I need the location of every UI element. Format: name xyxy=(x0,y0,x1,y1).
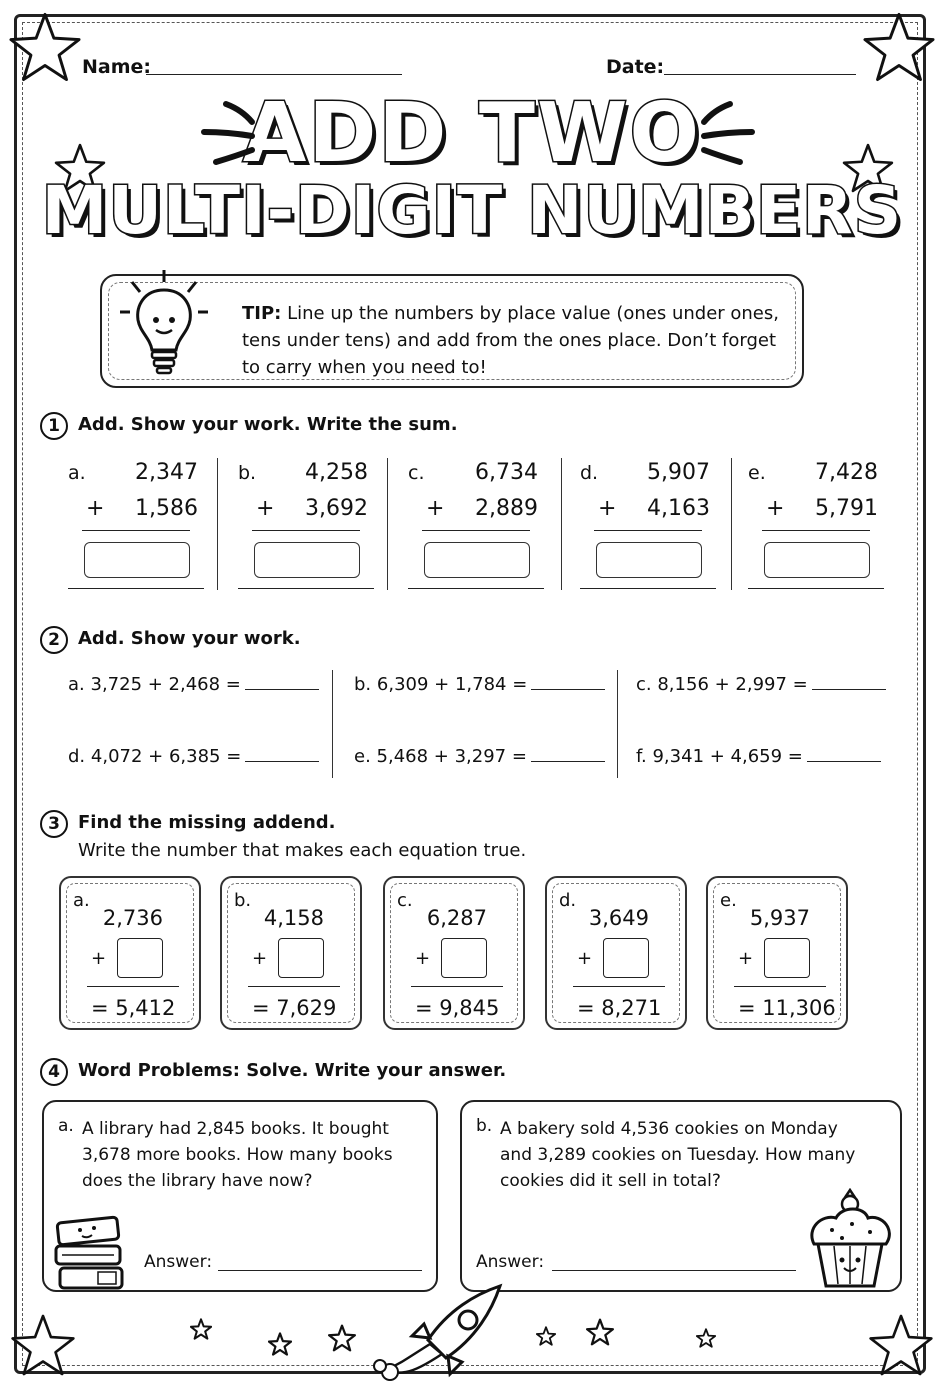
equation-problem: a. 3,725 + 2,468 = xyxy=(68,674,319,695)
section-number: 2 xyxy=(40,626,68,654)
answer-blank[interactable] xyxy=(812,689,886,690)
page-title-line2: MULTI-DIGIT NUMBERS xyxy=(41,172,903,249)
section-2-header xyxy=(40,626,301,654)
addition-problem: d. 5,907 + 4,163 xyxy=(580,456,730,592)
star-icon xyxy=(190,1318,212,1340)
star-icon xyxy=(696,1328,716,1348)
equation-problem: e. 5,468 + 3,297 = xyxy=(354,746,605,767)
star-icon xyxy=(862,10,936,84)
missing-addend-card: a. 2,736 + = 5,412 xyxy=(59,876,201,1030)
star-icon xyxy=(536,1326,556,1346)
missing-addend-card: b. 4,158 + = 7,629 xyxy=(220,876,362,1030)
section-4-header xyxy=(40,1058,506,1086)
cupcake-icon xyxy=(802,1188,898,1292)
answer-box[interactable] xyxy=(764,542,870,578)
answer-blank[interactable] xyxy=(531,761,605,762)
section-title: Add. Show your work. xyxy=(78,628,301,649)
star-icon xyxy=(328,1324,356,1352)
word-problem-card: b. A bakery sold 4,536 cookies on Monday and 3,289 cookies on Tuesday. How many cookies did it sell in total? Answer: xyxy=(460,1100,902,1292)
missing-addend-box[interactable] xyxy=(764,938,810,978)
section-title: Add. Show your work. Write the sum. xyxy=(78,414,458,435)
addition-problem: c. 6,734 + 2,889 xyxy=(408,456,558,592)
answer-box[interactable] xyxy=(424,542,530,578)
tip-text: TIP: Line up the numbers by place value (ones under ones, tens under tens) and add from the ones place. Don’t forget to carry when you need to! xyxy=(242,303,779,378)
addition-problem: b. 4,258 + 3,692 xyxy=(238,456,388,592)
answer-blank[interactable] xyxy=(531,689,605,690)
burst-lines-icon xyxy=(196,96,266,172)
section-number: 3 xyxy=(40,810,68,838)
missing-addend-card: e. 5,937 + = 11,306 xyxy=(706,876,848,1030)
tip-box xyxy=(100,274,804,388)
page-title-line1: ADD TWO xyxy=(242,86,702,181)
missing-addend-box[interactable] xyxy=(117,938,163,978)
word-problem-text: A library had 2,845 books. It bought 3,678 more books. How many books does the library have now? xyxy=(82,1119,393,1191)
star-icon xyxy=(586,1318,614,1346)
section-number: 1 xyxy=(40,412,68,440)
answer-blank[interactable] xyxy=(218,1256,422,1271)
answer-blank[interactable] xyxy=(807,761,881,762)
equation-problem: b. 6,309 + 1,784 = xyxy=(354,674,605,695)
section-3-header xyxy=(40,810,526,864)
name-field[interactable] xyxy=(146,60,402,75)
star-icon xyxy=(10,1312,76,1378)
burst-lines-icon xyxy=(690,96,760,172)
tip-label: TIP: xyxy=(242,303,282,324)
date-field[interactable] xyxy=(664,60,856,75)
word-problem-card: a. A library had 2,845 books. It bought 3,678 more books. How many books does the library have now? Answer: xyxy=(42,1100,438,1292)
answer-box[interactable] xyxy=(254,542,360,578)
section-1-header xyxy=(40,412,458,440)
missing-addend-card: d. 3,649 + = 8,271 xyxy=(545,876,687,1030)
section-title: Find the missing addend. xyxy=(78,812,336,833)
missing-addend-card: c. 6,287 + = 9,845 xyxy=(383,876,525,1030)
equation-problem: d. 4,072 + 6,385 = xyxy=(68,746,319,767)
name-label: Name: xyxy=(82,56,152,78)
answer-label: Answer: xyxy=(476,1252,545,1272)
star-icon xyxy=(8,10,82,84)
answer-blank[interactable] xyxy=(245,689,319,690)
missing-addend-box[interactable] xyxy=(441,938,487,978)
answer-label: Answer: xyxy=(144,1252,213,1272)
lightbulb-icon xyxy=(116,266,212,384)
books-icon xyxy=(50,1210,130,1298)
star-icon xyxy=(268,1332,292,1356)
equation-problem: c. 8,156 + 2,997 = xyxy=(636,674,886,695)
missing-addend-box[interactable] xyxy=(278,938,324,978)
missing-addend-box[interactable] xyxy=(603,938,649,978)
section-title: Word Problems: Solve. Write your answer. xyxy=(78,1060,507,1081)
star-icon xyxy=(868,1312,934,1378)
section-number: 4 xyxy=(40,1058,68,1086)
answer-blank[interactable] xyxy=(245,761,319,762)
word-problem-text: A bakery sold 4,536 cookies on Monday and 3,289 cookies on Tuesday. How many cookies did it sell in total? xyxy=(500,1119,856,1191)
addition-problem: a. 2,347 + 1,586 xyxy=(68,456,218,592)
section-subtitle: Write the number that makes each equation true. xyxy=(78,840,527,861)
date-label: Date: xyxy=(606,56,665,78)
equation-problem: f. 9,341 + 4,659 = xyxy=(636,746,881,767)
addition-problem: e. 7,428 + 5,791 xyxy=(748,456,898,592)
answer-box[interactable] xyxy=(84,542,190,578)
rocket-icon xyxy=(368,1280,508,1388)
answer-box[interactable] xyxy=(596,542,702,578)
answer-blank[interactable] xyxy=(552,1256,796,1271)
